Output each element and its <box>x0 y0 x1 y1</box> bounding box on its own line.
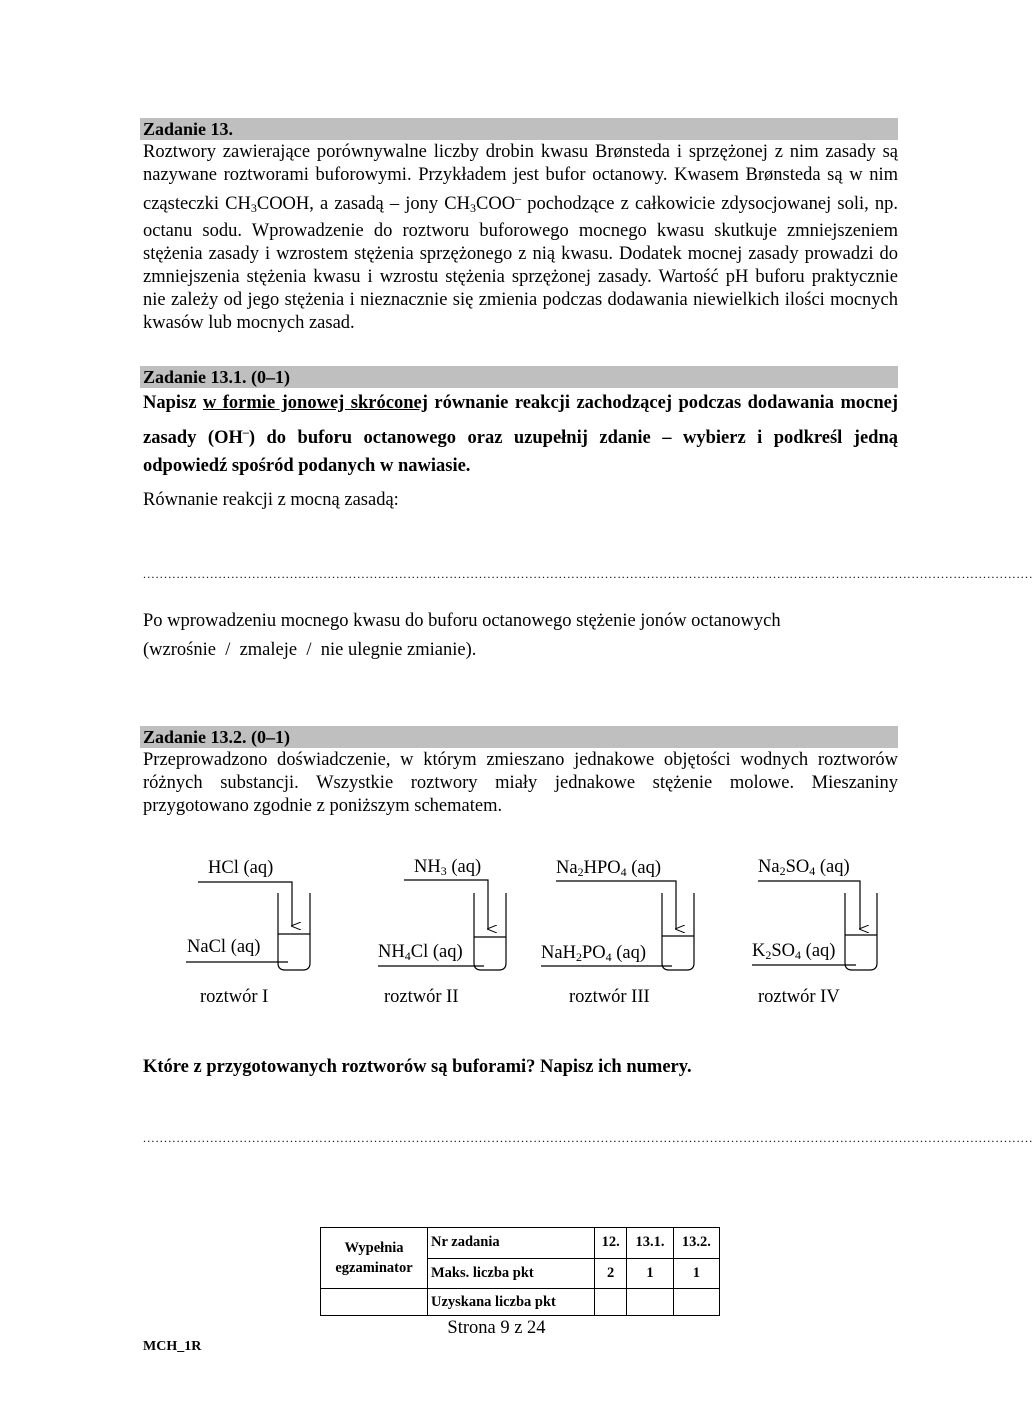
experiment-3-label: roztwór III <box>569 987 650 1007</box>
equation-answer-line[interactable]: .................................................................................................................................................................................................................... <box>143 567 1033 581</box>
task-number: 12. <box>595 1228 627 1259</box>
task-number: 13.1. <box>627 1228 673 1259</box>
experiment-3-base: $NaH_2PO_4$ (aq) <box>541 943 647 964</box>
experiment-2-label: roztwór II <box>384 987 459 1007</box>
experiment-4-label: roztwór IV <box>758 987 840 1007</box>
max-points-label: Maks. liczba pkt <box>428 1258 595 1289</box>
beaker-3 <box>541 881 694 970</box>
beaker-4 <box>752 881 877 970</box>
grading-table <box>320 1227 720 1316</box>
task-13-2-body: Przeprowadzono doświadczenie, w którym zmieszano jednakowe objętości wodnych roztworów różnych substancji. Wszystkie roztwory miały jednakowe stężenie molowe. Mieszaniny przygotowano zgodnie z poniższym schematem. <box>143 750 898 816</box>
max-points: 2 <box>595 1258 627 1289</box>
task-number-label: Nr zadania <box>428 1228 595 1259</box>
experiment-2-added: $NH_3$ (aq) <box>414 857 482 878</box>
grading-side-label: Wypełnia egzaminator <box>321 1228 428 1289</box>
experiment-3-added: $Na_2HPO_4$ (aq) <box>556 858 662 879</box>
max-points: 1 <box>673 1258 719 1289</box>
beaker-2 <box>378 880 506 970</box>
answer-options[interactable]: (wzrośnie / zmaleje / nie ulegnie zmianie). <box>143 640 477 660</box>
buffer-question: Które z przygotowanych roztworów są buforami? Napisz ich numery. <box>143 1057 692 1077</box>
obtained-points-cell[interactable] <box>595 1289 627 1316</box>
obtained-points-label: Uzyskana liczba pkt <box>428 1289 595 1316</box>
obtained-points-cell[interactable] <box>673 1289 719 1316</box>
obtained-points-cell[interactable] <box>627 1289 673 1316</box>
grading-side-blank <box>321 1289 428 1316</box>
experiment-1-label: roztwór I <box>200 987 269 1007</box>
exam-code: MCH_1R <box>143 1339 202 1354</box>
experiment-4-added: $Na_2SO_4$ (aq) <box>758 857 850 878</box>
task-13-1-instruction: Napisz w formie jonowej skróconej równanie reakcji zachodzącej podczas dodawania mocnej zasady (OH–) do buforu octanowego oraz uzupełnij zdanie – wybierz i podkreśl jedną odpowiedź spośród podanych w nawiasie. <box>143 393 899 477</box>
buffer-answer-line[interactable]: .................................................................................................................................................................................................................... <box>143 1131 1033 1145</box>
task-number: 13.2. <box>673 1228 719 1259</box>
task-13-body: Roztwory zawierające porównywalne liczby drobin kwasu Brønsteda i sprzężonej z nim zasady są nazywane roztworami buforowymi. Przykładem jest bufor octanowy. Kwasem Brønsteda są w nim cząsteczki $CH_3COOH$, a zasadą – jony $CH_3COO^-$ pochodzące z całkowicie zdysocjowanej soli, np. octanu sodu. Wprowadzenie do roztworu buforowego mocnego kwasu skutkuje zmniejszeniem stężenia zasady i wzrostem stężenia sprzężonego z nią kwasu. Dodatek mocnej zasady prowadzi do zmniejszenia stężenia kwasu i wzrostu stężenia sprzężonej zasady. Wartość pH buforu praktycznie nie zależy od jego stężenia i nieznacznie się zmienia podczas dodawania niewielkich ilości mocnych kwasów lub mocnych zasad. <box>143 142 899 334</box>
max-points: 1 <box>627 1258 673 1289</box>
page-number: Strona 9 z 24 <box>447 1318 546 1338</box>
experiment-1-added: HCl (aq) <box>208 858 274 878</box>
completion-sentence: Po wprowadzeniu mocnego kwasu do buforu octanowego stężenie jonów octanowych <box>143 611 781 631</box>
experiment-1-base: NaCl (aq) <box>187 937 261 957</box>
task-13-2-header: Zadanie 13.2. (0–1) <box>140 726 898 748</box>
task-13-header: Zadanie 13. <box>140 118 898 140</box>
experiment-4-base: $K_2SO_4$ (aq) <box>752 941 836 962</box>
experiment-2-base: $NH_4Cl$ (aq) <box>378 942 463 963</box>
beaker-1 <box>186 882 310 970</box>
task-13-1-header: Zadanie 13.1. (0–1) <box>140 366 898 388</box>
equation-label: Równanie reakcji z mocną zasadą: <box>143 490 399 510</box>
